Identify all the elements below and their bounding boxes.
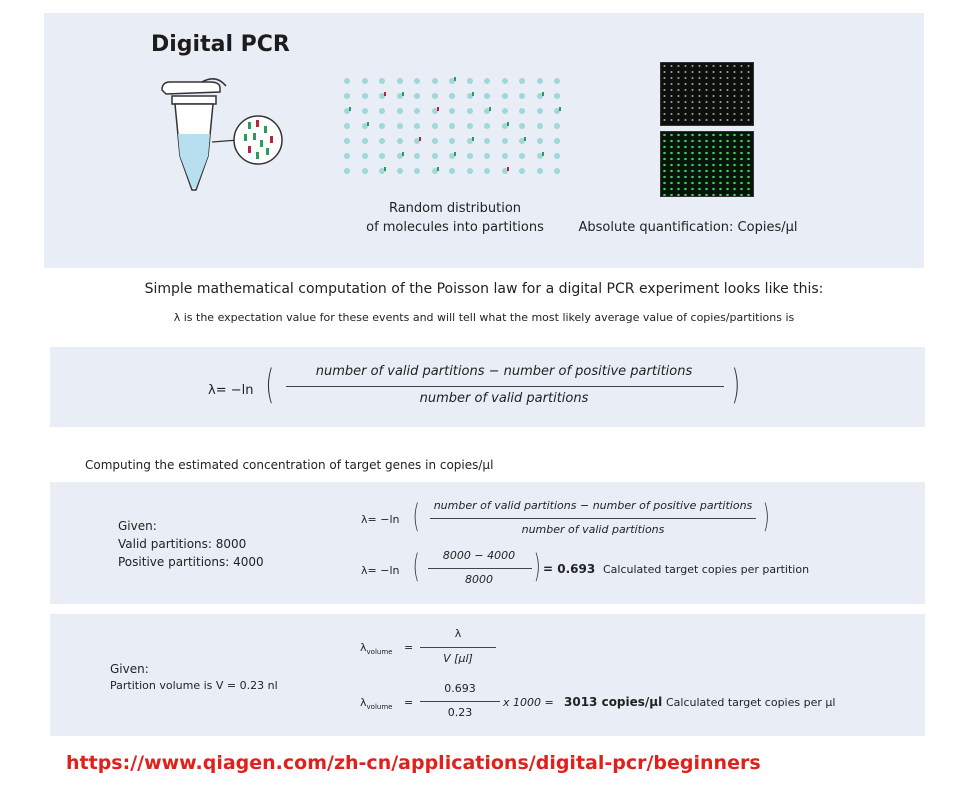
partition-droplet	[362, 93, 368, 99]
partition-droplet	[449, 108, 455, 114]
formula-right-paren: )	[731, 362, 741, 408]
partition-droplet	[484, 153, 490, 159]
example2-result-note: Calculated target copies per µl	[666, 696, 836, 709]
partition-droplet	[449, 138, 455, 144]
partition-droplet	[554, 123, 560, 129]
partition-droplet	[414, 78, 420, 84]
partition-droplet	[414, 123, 420, 129]
partition-droplet	[519, 168, 525, 174]
partition-droplet	[537, 138, 543, 144]
partition-droplet	[484, 168, 490, 174]
partition-droplet	[397, 108, 403, 114]
partition-droplet	[344, 153, 350, 159]
source-url[interactable]: https://www.qiagen.com/zh-cn/applications/digital-pcr/beginners	[66, 752, 761, 774]
molecule-marker	[454, 77, 456, 81]
molecule-marker	[349, 107, 351, 111]
partition-droplet	[379, 123, 385, 129]
partition-droplet	[484, 93, 490, 99]
intro-heading: Simple mathematical computation of the Poisson law for a digital PCR experiment looks like this:	[144, 281, 824, 297]
partition-droplet	[537, 123, 543, 129]
partition-droplet	[502, 93, 508, 99]
example1-left-paren-2: (	[412, 547, 420, 585]
example1-fraction-bar	[430, 518, 756, 519]
example1-result-note: Calculated target copies per partition	[603, 563, 810, 576]
partition-droplet	[379, 78, 385, 84]
caption-random-distribution	[350, 199, 560, 237]
lambda-symbol: λ	[360, 641, 367, 654]
lambda-symbol-2: λ	[360, 696, 367, 709]
example2-result: 3013 copies/µl	[564, 695, 663, 709]
caption-line-2: of molecules into partitions	[366, 220, 544, 235]
example1-result: = 0.693	[543, 562, 596, 576]
molecule-marker	[489, 107, 491, 111]
example1-lhs-2: λ= −ln	[361, 564, 400, 577]
partition-droplet	[554, 138, 560, 144]
partition-droplet	[432, 123, 438, 129]
partition-droplet	[397, 123, 403, 129]
partition-droplet	[519, 153, 525, 159]
partition-droplet	[362, 138, 368, 144]
partition-droplet	[519, 108, 525, 114]
partition-droplet	[414, 153, 420, 159]
formula-denominator: number of valid partitions	[419, 391, 589, 406]
partition-droplet	[362, 108, 368, 114]
volume-subscript: volume	[366, 648, 393, 657]
volume-subscript-2: volume	[366, 703, 393, 712]
partition-droplet	[554, 168, 560, 174]
partition-droplet	[449, 93, 455, 99]
partition-droplet	[554, 93, 560, 99]
formula-left-paren: (	[265, 362, 275, 408]
partition-droplet	[379, 153, 385, 159]
partition-droplet	[432, 78, 438, 84]
partition-droplet	[344, 93, 350, 99]
molecule-marker	[507, 122, 509, 126]
partition-droplet	[397, 138, 403, 144]
molecule-marker	[472, 92, 474, 96]
partition-droplet	[467, 123, 473, 129]
fluorescence-image-top	[660, 62, 754, 126]
partition-droplet	[414, 168, 420, 174]
tube-cap	[162, 82, 220, 94]
partition-droplet	[379, 108, 385, 114]
partition-droplet	[414, 93, 420, 99]
molecule-marker	[402, 152, 404, 156]
partition-droplet	[449, 168, 455, 174]
molecule-marker	[454, 152, 456, 156]
page-title: Digital PCR	[151, 32, 290, 57]
example2-given-title: Given:	[110, 662, 149, 676]
partition-droplet	[344, 78, 350, 84]
example2-given-line: Partition volume is V = 0.23 nl	[110, 679, 278, 692]
example2-denominator: V [µl]	[443, 652, 473, 665]
example2-lambda-volume	[360, 641, 413, 656]
intro-subheading: λ is the expectation value for these events and will tell what the most likely average value of copies/partitions is	[173, 311, 795, 324]
molecule-marker	[437, 167, 439, 171]
partition-droplet	[537, 168, 543, 174]
partition-droplet	[467, 168, 473, 174]
compute-label: Computing the estimated concentration of target genes in copies/µl	[85, 458, 494, 472]
example1-denominator-2: 8000	[465, 573, 493, 586]
partition-droplet	[519, 93, 525, 99]
partition-droplet	[397, 78, 403, 84]
partition-droplet	[554, 153, 560, 159]
example1-right-paren: )	[762, 497, 770, 535]
partition-droplet	[502, 138, 508, 144]
formula-panel	[50, 347, 925, 427]
equals-sign-2: =	[403, 696, 414, 709]
partition-droplet	[362, 168, 368, 174]
example2-multiplier: x 1000 =	[503, 696, 554, 709]
partition-droplet	[344, 168, 350, 174]
partition-droplet	[362, 153, 368, 159]
molecule-marker	[542, 152, 544, 156]
partition-droplet	[432, 138, 438, 144]
example1-left-paren: (	[412, 497, 420, 535]
partition-droplet	[502, 78, 508, 84]
example1-given-line-1: Valid partitions: 8000	[118, 537, 247, 551]
formula-fraction-bar	[286, 386, 724, 387]
formula-numerator: number of valid partitions − number of positive partitions	[315, 364, 693, 379]
example2-lambda-volume-2	[360, 696, 413, 711]
tube-liquid	[178, 134, 210, 188]
partition-droplet	[467, 108, 473, 114]
molecule-marker	[384, 92, 386, 96]
partition-droplet	[362, 78, 368, 84]
example2-denominator-2: 0.23	[447, 706, 473, 719]
partition-droplet	[484, 138, 490, 144]
molecule-marker	[472, 137, 474, 141]
partition-droplet	[414, 108, 420, 114]
partition-droplet	[484, 123, 490, 129]
partition-droplet	[344, 123, 350, 129]
partition-droplet	[449, 123, 455, 129]
partition-droplet	[502, 153, 508, 159]
molecule-marker	[384, 167, 386, 171]
partition-droplet	[432, 153, 438, 159]
formula-lhs: λ= −ln	[208, 383, 254, 398]
partition-droplet	[467, 153, 473, 159]
partition-droplet	[397, 168, 403, 174]
example1-fraction-bar-2	[428, 568, 532, 569]
pcr-tube-illustration	[158, 78, 288, 198]
partition-droplet	[537, 78, 543, 84]
molecule-marker	[542, 92, 544, 96]
partition-droplet	[432, 93, 438, 99]
example1-denominator: number of valid partitions	[521, 523, 665, 536]
molecule-marker	[367, 122, 369, 126]
partition-droplet	[344, 138, 350, 144]
molecule-marker	[559, 107, 561, 111]
example2-fraction-bar	[420, 647, 496, 648]
partition-droplet	[554, 78, 560, 84]
example1-given-line-2: Positive partitions: 4000	[118, 555, 264, 569]
example1-numerator-2: 8000 − 4000	[442, 549, 516, 562]
caption-line-1: Random distribution	[388, 201, 522, 216]
caption-absolute-quantification: Absolute quantification: Copies/µl	[578, 220, 798, 235]
partition-droplet	[519, 123, 525, 129]
example2-numerator-2: 0.693	[444, 682, 476, 695]
partition-droplet	[467, 78, 473, 84]
partition-grid	[344, 78, 568, 182]
example1-given-title: Given:	[118, 519, 157, 533]
example2-numerator: λ	[454, 627, 462, 640]
example2-fraction-bar-2	[420, 701, 500, 702]
partition-droplet	[379, 138, 385, 144]
molecule-marker	[437, 107, 439, 111]
partition-droplet	[484, 78, 490, 84]
partition-droplet	[519, 78, 525, 84]
equals-sign: =	[403, 641, 414, 654]
molecule-marker	[419, 137, 421, 141]
molecule-marker	[507, 167, 509, 171]
example1-right-paren-2: )	[533, 547, 541, 585]
molecule-marker	[524, 137, 526, 141]
example1-lhs: λ= −ln	[361, 513, 400, 526]
molecule-marker	[402, 92, 404, 96]
partition-droplet	[537, 108, 543, 114]
fluorescence-image-bottom	[660, 131, 754, 197]
partition-droplet	[502, 108, 508, 114]
example1-numerator: number of valid partitions − number of positive partitions	[433, 499, 753, 512]
